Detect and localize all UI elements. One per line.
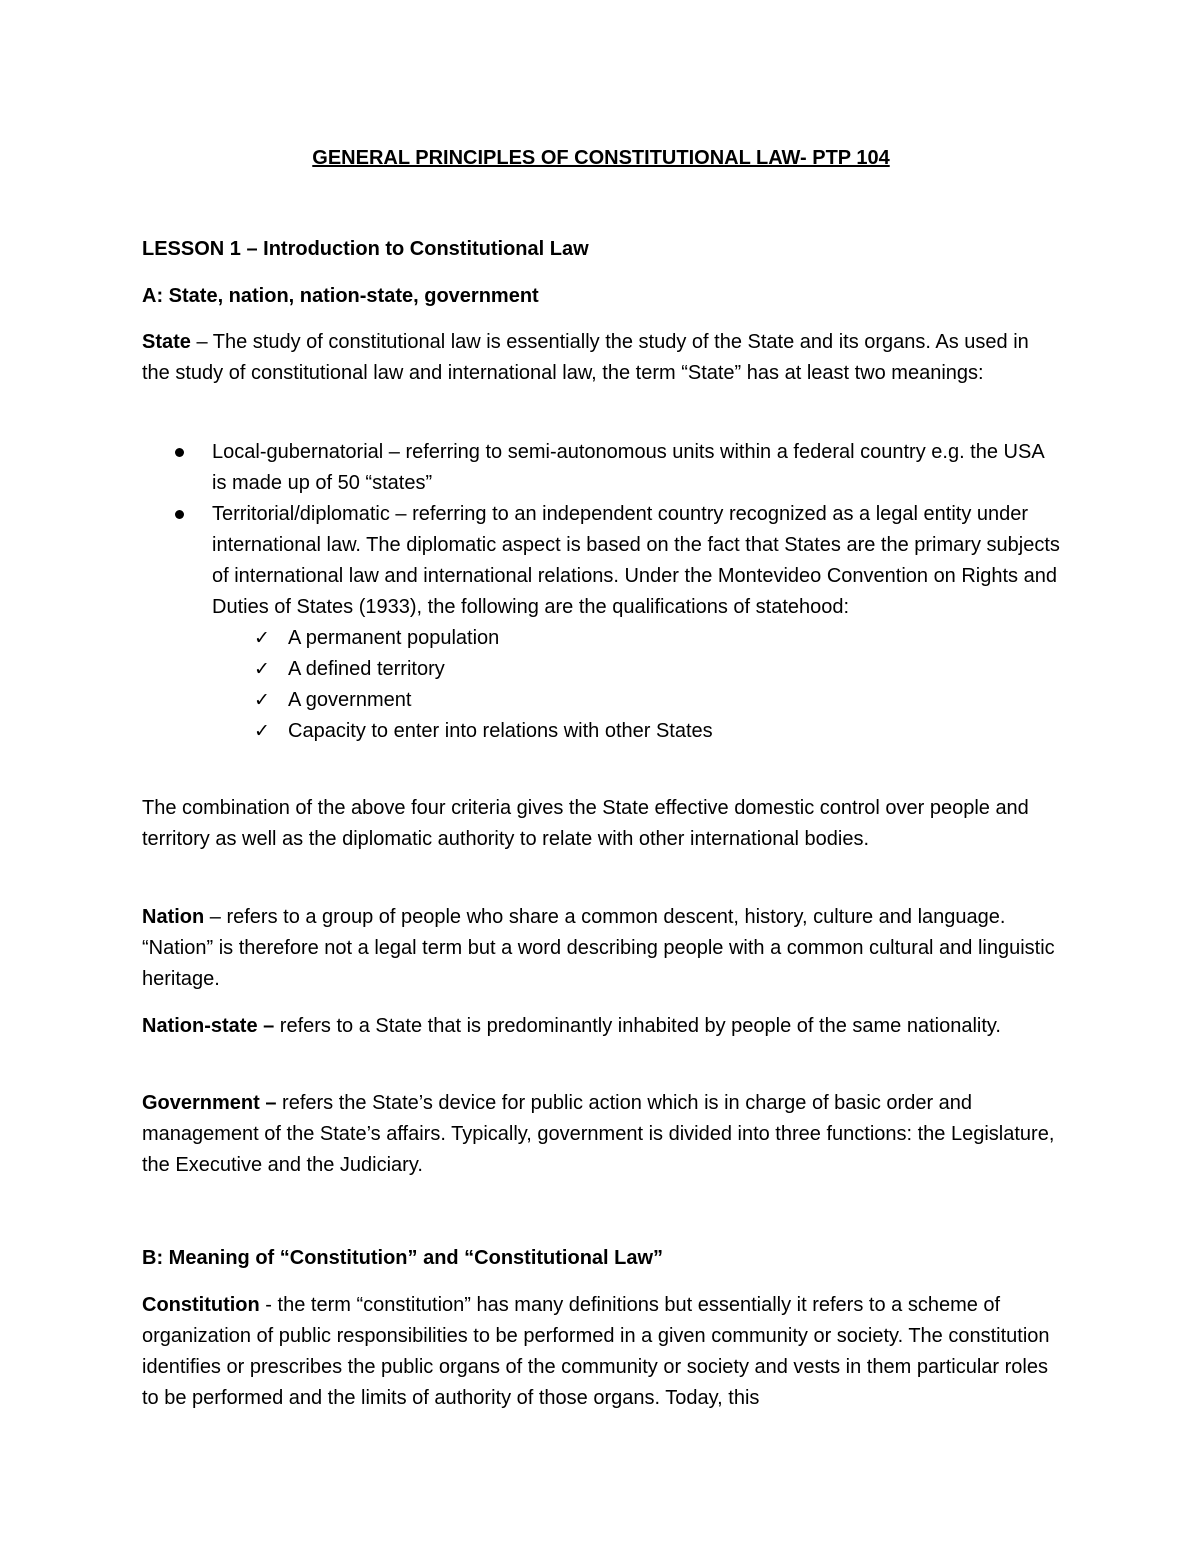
qualification-text: A defined territory [288,658,445,680]
government-paragraph [142,1088,1062,1181]
government-definition: refers the State’s device for public action which is in charge of basic order and management of the State’s affairs. Typically, government is divided into three functions: the Legislature, the Executive and the Judiciary. [142,1092,1055,1176]
lesson-heading: LESSON 1 – Introduction to Constitutional Law [142,238,589,260]
state-meanings-list [142,437,1062,747]
bullet-text: Territorial/diplomatic – referring to an independent country recognized as a legal entity under international law. The diplomatic aspect is based on the fact that States are the primary subjects of international law and international relations. Under the Montevideo Convention on Rights and Duties of States (1933), the following are the qualifications of statehood: [212,503,1060,618]
section-b-heading: B: Meaning of “Constitution” and “Constitutional Law” [142,1247,664,1269]
document-title: GENERAL PRINCIPLES OF CONSTITUTIONAL LAW- PTP 104 [312,147,890,169]
nation-definition: – refers to a group of people who share a common descent, history, culture and language. “Nation” is therefore not a legal term but a word describing people with a common cultural and linguistic heritage. [142,906,1055,990]
bullet-text: Local-gubernatorial – referring to semi-autonomous units within a federal country e.g. the USA is made up of 50 “states” [212,441,1044,494]
checkmark-icon: ✓ [254,720,270,742]
list-item [142,437,1062,499]
list-item [212,716,1062,747]
constitution-paragraph [142,1290,1062,1414]
government-term: Government – [142,1092,277,1114]
qualification-text: Capacity to enter into relations with other States [288,720,713,742]
checkmark-icon: ✓ [254,658,270,680]
state-paragraph [142,327,1062,389]
list-item [212,623,1062,654]
nation-state-term: Nation-state – [142,1015,275,1037]
checkmark-icon: ✓ [254,689,270,711]
checkmark-icon: ✓ [254,627,270,649]
nation-term: Nation [142,906,205,928]
section-a-heading: A: State, nation, nation-state, government [142,285,539,307]
statehood-qualifications-list [212,623,1062,747]
qualification-text: A government [288,689,412,711]
list-item [212,685,1062,716]
constitution-term: Constitution [142,1294,260,1316]
bullet-icon [175,510,184,519]
state-definition: – The study of constitutional law is essentially the study of the State and its organs. As used in the study of constitutional law and international law, the term “State” has at least two meanings: [142,331,1029,384]
nation-state-paragraph [142,1011,1062,1042]
qualification-text: A permanent population [288,627,500,649]
list-item [212,654,1062,685]
nation-state-definition: refers to a State that is predominantly inhabited by people of the same nationality. [274,1015,1001,1037]
list-item [142,499,1062,747]
constitution-definition: - the term “constitution” has many definitions but essentially it refers to a scheme of organization of public responsibilities to be performed in a given community or society. The constitution identifies or prescribes the public organs of the community or society and vests in them particular roles to be performed and the limits of authority of those organs. Today, this [142,1294,1050,1409]
bullet-icon [175,448,184,457]
nation-paragraph [142,902,1062,995]
state-term: State [142,331,191,353]
combination-paragraph: The combination of the above four criteria gives the State effective domestic control over people and territory as well as the diplomatic authority to relate with other international bodies. [142,797,1029,850]
